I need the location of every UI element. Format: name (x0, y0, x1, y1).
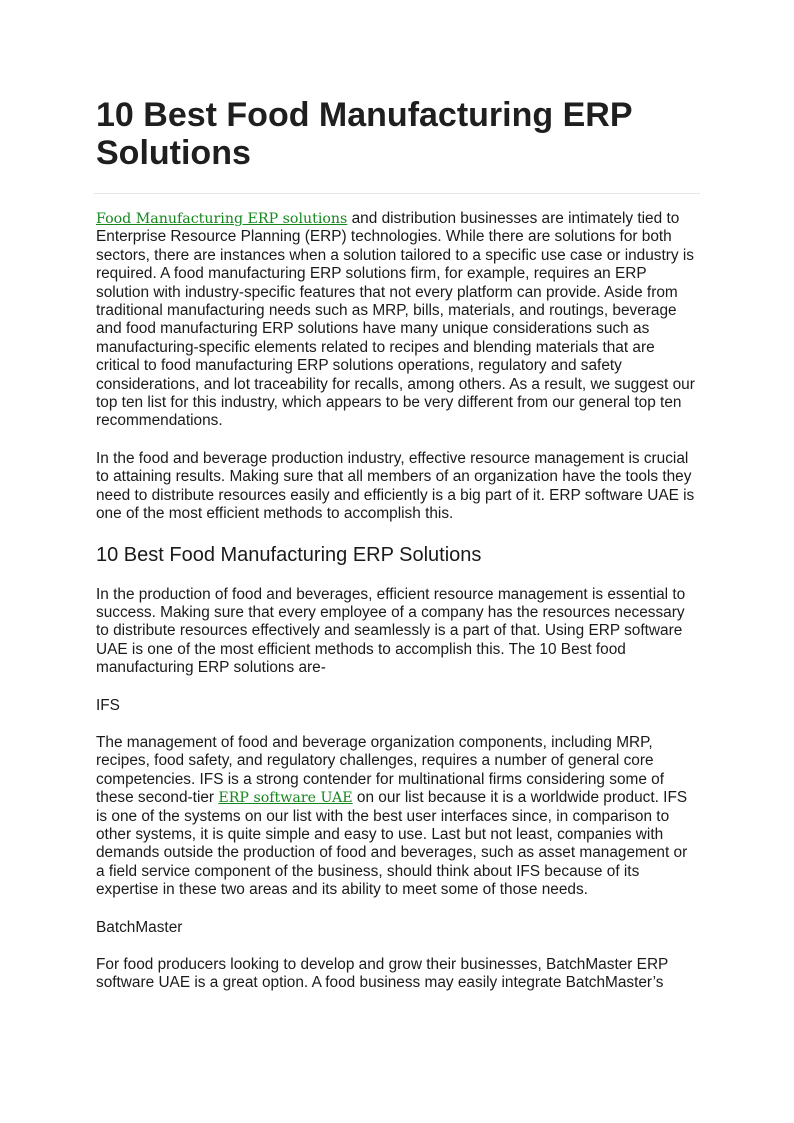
paragraph-ifs (96, 734, 700, 900)
ifs-text-after: on our list because it is a worldwide product. IFS is one of the systems on our list with the best user interfaces since, in comparison to other systems, it is quite simple and easy to use. Last but not least, companies with demands outside the production of food and beverages, such as asset management or a field service component of the business, should think about IFS because of its expertise in these two areas and its ability to meet some of those needs. (96, 789, 688, 899)
paragraph-batchmaster: For food producers looking to develop and grow their businesses, BatchMaster ERP software UAE is a great option. A food business may easily integrate BatchMaster’s (96, 956, 669, 992)
section-heading: 10 Best Food Manufacturing ERP Solutions (96, 543, 482, 566)
intro-text: and distribution businesses are intimately tied to Enterprise Resource Planning (ERP) technologies. While there are solutions for both sectors, there are instances when a solution tailored to a specific use case or industry is required. A food manufacturing ERP solutions firm, for example, requires an ERP solution with industry-specific features that not every platform can provide. Aside from traditional manufacturing needs such as MRP, bills, materials, and routings, beverage and food manufacturing ERP solutions have many unique considerations such as manufacturing-specific elements related to recipes and blending materials that are critical to food manufacturing ERP solutions operations, regulatory and safety considerations, and lot traceability for recalls, among others. As a result, we suggest our top ten list for this industry, which appears to be very different from our general top ten recommendations. (96, 210, 695, 430)
intro-paragraph (96, 210, 700, 431)
page-title: 10 Best Food Manufacturing ERP Solutions (96, 96, 632, 172)
ifs-text-before: The management of food and beverage organization components, including MRP, recipes, food safety, and regulatory challenges, requires a number of general core competencies. IFS is a strong contender for multinational firms considering some of these second-tier (96, 733, 665, 807)
food-manufacturing-erp-link[interactable]: Food Manufacturing ERP solutions (96, 211, 348, 227)
title-divider (94, 193, 700, 194)
paragraph-resource-management: In the food and beverage production industry, effective resource management is crucial to attaining results. Making sure that all members of an organization have the tools they need to distribute resources easily and efficiently is a big part of it. ERP software UAE is one of the most efficient methods to accomplish this. (96, 449, 695, 523)
subheading-ifs: IFS (96, 696, 120, 714)
erp-software-uae-link[interactable]: ERP software UAE (218, 790, 353, 807)
subheading-batchmaster: BatchMaster (96, 918, 183, 936)
article-body (96, 210, 700, 1012)
paragraph-production: In the production of food and beverages, efficient resource management is essential to success. Making sure that every employee of a company has the resources necessary to distribute resources effectively and seamlessly is a part of that. Using ERP software UAE is one of the most efficient methods to accomplish this. The 10 Best food manufacturing ERP solutions are- (96, 585, 686, 677)
